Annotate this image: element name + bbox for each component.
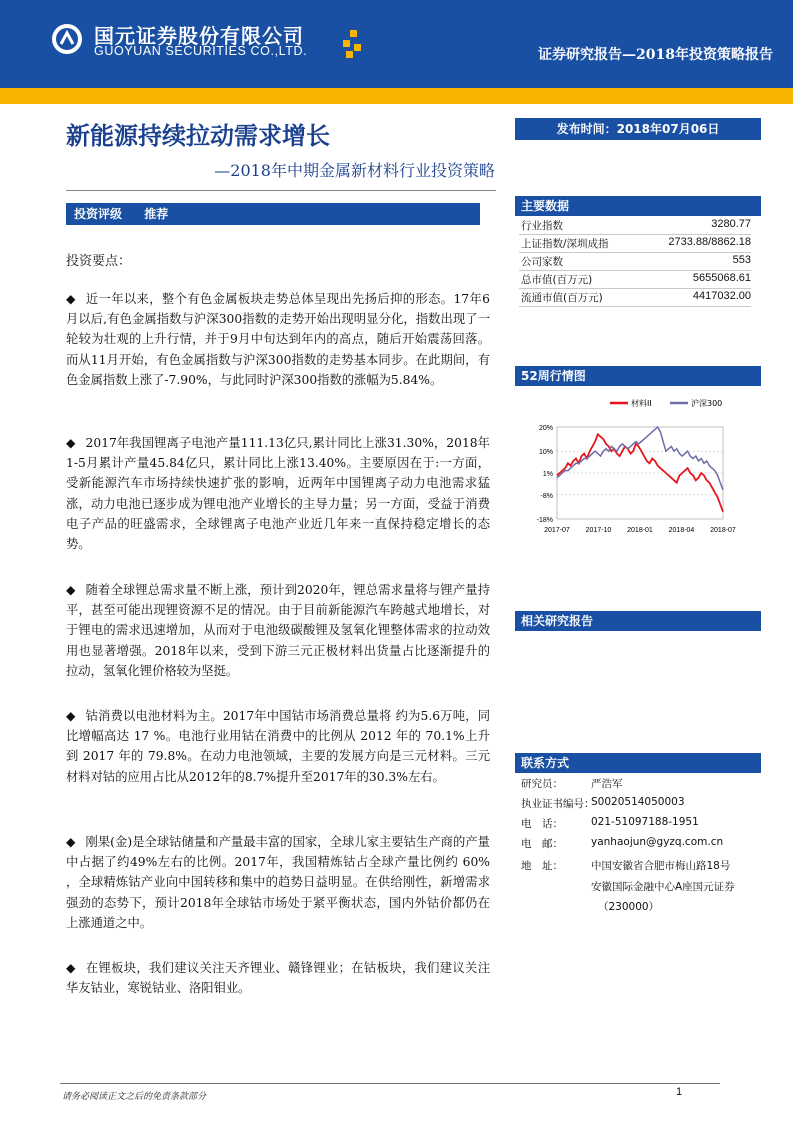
- y-tick-label: -8%: [540, 492, 553, 500]
- bullet-paragraph: ◆ 随着全球锂总需求量不断上涨，预计到2020年，锂总需求量将与锂产量持平，甚至可能出现锂资源不足的情况。由于目前新能源汽车跨越式地增长，对于锂电的需求迅速增加，从而对于电池级碳酸锂及氢氧化锂整体需求的拉动效用也显著增强。2018年以来，受到下游三元正极材料出货量占比逐渐提升的拉动，氢氧化锂价格较为坚挺。: [66, 583, 491, 678]
- key-data-row: 上证指数/深圳成指 2733.88/8862.18: [521, 236, 751, 250]
- contact-value: 021-51097188-1951: [591, 816, 699, 828]
- y-tick-label: -18%: [536, 517, 553, 524]
- diamond-icon: ◆: [66, 292, 76, 306]
- page-title: 新能源持续拉动需求增长: [66, 122, 330, 150]
- x-tick-label: 2017-07: [544, 527, 570, 534]
- contact-value: S0020514050003: [591, 796, 685, 808]
- company-name-cn: 国元证券股份有限公司: [94, 24, 304, 48]
- x-tick-label: 2018-07: [710, 527, 736, 534]
- logo-squares-icon: [340, 30, 368, 58]
- contact-label: 研究员：: [521, 778, 563, 790]
- diamond-icon: ◆: [66, 835, 76, 849]
- contact-email[interactable]: yanhaojun@gyzq.com.cn: [591, 836, 724, 848]
- contact-label: 电 邮：: [521, 838, 563, 850]
- report-header: [0, 0, 793, 88]
- guoyuan-logo-icon: [52, 24, 82, 54]
- x-tick-label: 2018-01: [627, 527, 653, 534]
- page-subtitle: —2018年中期金属新材料行业投资策略: [214, 161, 495, 180]
- header-stripe: [0, 88, 793, 104]
- rating-value: 推荐: [144, 207, 169, 221]
- contact-value: 严浩军: [591, 778, 623, 790]
- contact-title: 联系方式: [515, 753, 761, 773]
- trend-title: 52周行情图: [515, 366, 761, 386]
- contact-label: 执业证书编号：: [521, 798, 595, 810]
- key-data-row: 流通市值(百万元) 4417032.00: [521, 290, 751, 304]
- y-tick-label: 20%: [538, 425, 553, 432]
- key-data-row: 公司家数 553: [521, 254, 751, 268]
- legend-label: 沪深300: [691, 399, 723, 408]
- page-number: 1: [676, 1086, 683, 1098]
- company-name-en: GUOYUAN SECURITIES CO.,LTD.: [94, 44, 308, 58]
- trend-chart: [515, 390, 761, 540]
- y-tick-label: 1%: [542, 471, 553, 478]
- bullet-paragraph: ◆ 在锂板块，我们建议关注天齐锂业、赣锋锂业；在钴板块，我们建议关注华友钴业，寒锐钴业、洛阳钼业。: [66, 961, 490, 996]
- diamond-icon: ◆: [66, 436, 76, 450]
- series-line-hs300: [557, 427, 723, 490]
- contact-label: 电 话：: [521, 818, 563, 830]
- bullet-paragraph: ◆ 近一年以来，整个有色金属板块走势总体呈现出先扬后抑的形态。17年6月以后,有色金属指数与沪深300指数的走势开始出现明显分化，指数出现了一轮较为壮观的上升行情，并于9月中旬达到年内的高点，随后开始震荡回落。而从11月开始，有色金属指数与沪深300指数的走势基本同步。在此期间，有色金属指数上涨了-7.90%，与此同时沪深300指数的涨幅为5.84%。: [66, 292, 490, 387]
- contact-address-line2: 安徽国际金融中心A座国元证券: [591, 881, 735, 893]
- rating-label: 投资评级: [74, 207, 123, 221]
- x-tick-label: 2018-04: [668, 527, 695, 534]
- contact-address: 中国安徽省合肥市梅山路18号: [591, 860, 731, 872]
- footer-disclaimer: 请务必阅读正文之后的免责条款部分: [62, 1092, 207, 1102]
- legend-label: 材料II: [631, 399, 652, 408]
- diamond-icon: ◆: [66, 583, 76, 597]
- publish-date: 发布时间：2018年07月06日: [515, 118, 761, 140]
- bullet-paragraph: ◆ 2017年我国锂离子电池产量111.13亿只,累计同比上涨31.30%，2018年1-5月累计产量45.84亿只，累计同比上涨13.40%。主要原因在于:一方面，受新能源汽车市场持续快速扩张的影响，近两年中国锂离子动力电池需求猛涨，动力电池已逐步成为锂电池产业增长的主导力量；另一方面，受益于消费电子产品的旺盛需求，全球锂离子电池产业近几年来一直保持稳定增长的态势。: [66, 436, 490, 552]
- contact-label: 地 址：: [521, 860, 563, 872]
- report-type: 证券研究报告—2018年投资策略报告: [538, 47, 773, 63]
- title-divider: [66, 190, 496, 191]
- section-label: 投资要点：: [66, 254, 132, 269]
- key-data-row: 行业指数 3280.77: [521, 218, 751, 232]
- related-reports-title: 相关研究报告: [515, 611, 761, 631]
- diamond-icon: ◆: [66, 961, 76, 975]
- bullet-paragraph: ◆ 刚果(金)是全球钴储量和产量最丰富的国家，全球儿家主要钴生产商的产量中占据了约49%左右的比例。2017年，我国精炼钴占全球产量比例约 60% ，全球精炼钴产业向中国转移和集中的趋势日益明显。在供给刚性，新增需求强劲的态势下，预计2018年全球钴市场处于紧平衡状态，国内外钴价都仍在上涨通道之中。: [66, 835, 490, 930]
- diamond-icon: ◆: [66, 709, 76, 723]
- footer-divider: [60, 1083, 720, 1084]
- bullet-paragraph: ◆ 钴消费以电池材料为主。2017年中国钴市场消费总量将 约为5.6万吨，同比增幅高达 17 %。电池行业用钴在消费中的比例从 2012 年的 70.1%上升到 2017 年的 79.8%。在动力电池领域，主要的发展方向是三元材料。三元材料对钴的应用占比从2012年的8.7%提升至2017年的30.3%左右。: [66, 709, 490, 784]
- contact-postcode: （230000）: [598, 901, 660, 913]
- rating-bar: [66, 203, 480, 225]
- key-data-row: 总市值(百万元) 5655068.61: [521, 272, 751, 286]
- y-tick-label: 10%: [538, 449, 553, 457]
- x-tick-label: 2017-10: [585, 527, 612, 534]
- key-data-title: 主要数据: [515, 196, 761, 216]
